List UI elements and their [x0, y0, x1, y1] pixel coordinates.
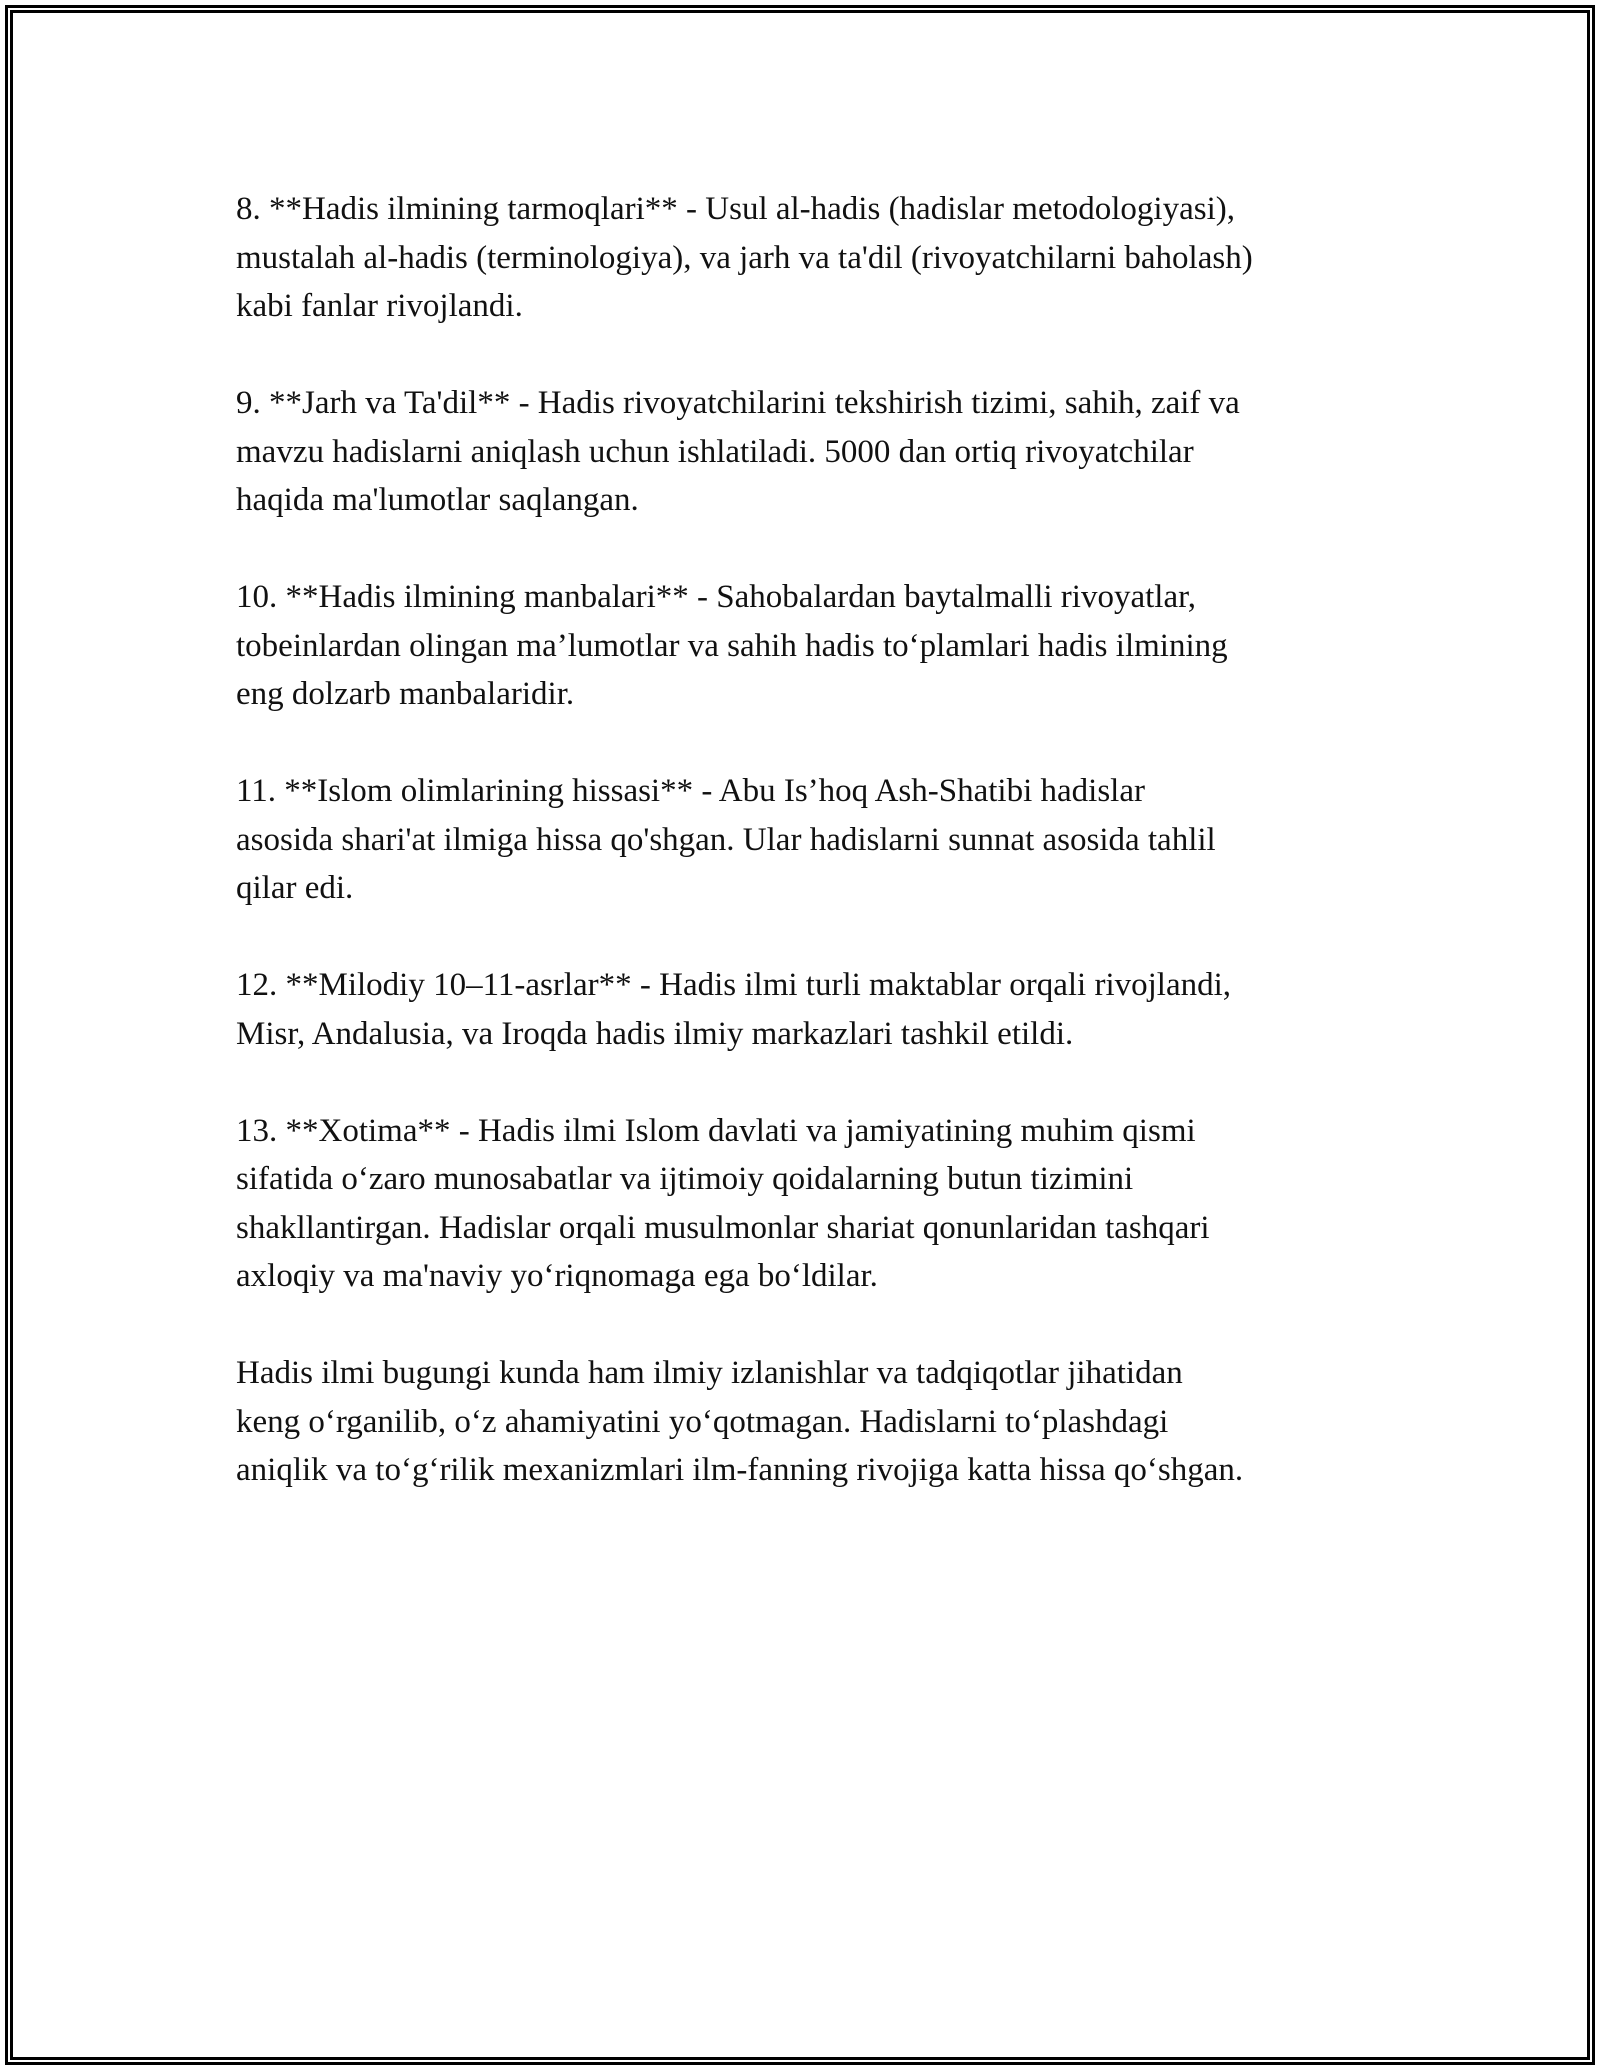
text-line: keng o‘rganilib, o‘z ahamiyatini yo‘qotmagan. Hadislarni to‘plashdagi — [236, 1403, 1169, 1440]
paragraph-10-11-centuries — [236, 961, 1386, 1058]
text-line: aniqlik va to‘g‘rilik mexanizmlari ilm-fanning rivojiga katta hissa qo‘shgan. — [236, 1452, 1244, 1488]
text-line: 9. **Jarh va Ta'dil** - Hadis rivoyatchilarini tekshirish tizimi, sahih, zaif va — [236, 385, 1240, 421]
paragraph-hadis-sources — [236, 573, 1386, 719]
text-line: 12. **Milodiy 10–11-asrlar** - Hadis ilmi turli maktablar orqali rivojlandi, — [236, 967, 1232, 1003]
text-line: haqida ma'lumotlar saqlangan. — [236, 482, 639, 518]
text-line: qilar edi. — [236, 870, 354, 906]
text-line: Hadis ilmi bugungi kunda ham ilmiy izlanishlar va tadqiqotlar jihatidan — [236, 1355, 1183, 1391]
text-line: asosida shari'at ilmiga hissa qo'shgan. Ular hadislarni sunnat asosida tahlil — [236, 821, 1216, 858]
text-line: mavzu hadislarni aniqlash uchun ishlatiladi. 5000 dan ortiq rivoyatchilar — [236, 433, 1194, 470]
paragraph-jarh-tadil — [236, 379, 1386, 525]
text-line: shakllantirgan. Hadislar orqali musulmonlar shariat qonunlaridan tashqari — [236, 1209, 1210, 1246]
text-line: Misr, Andalusia, va Iroqda hadis ilmiy markazlari tashkil etildi. — [236, 1015, 1074, 1052]
document-body — [236, 185, 1386, 1543]
paragraph-closing — [236, 1349, 1386, 1495]
text-line: eng dolzarb manbalaridir. — [236, 676, 575, 712]
text-line: sifatida o‘zaro munosabatlar va ijtimoiy qoidalarning butun tizimini — [236, 1161, 1134, 1197]
text-line: 8. **Hadis ilmining tarmoqlari** - Usul al-hadis (hadislar metodologiyasi), — [236, 191, 1235, 227]
paragraph-hadis-branches — [236, 185, 1386, 331]
text-line: 11. **Islom olimlarining hissasi** - Abu Is’hoq Ash-Shatibi hadislar — [236, 773, 1145, 809]
paragraph-scholars-contribution — [236, 767, 1386, 913]
text-line: 10. **Hadis ilmining manbalari** - Sahobalardan baytalmalli rivoyatlar, — [236, 579, 1197, 615]
text-line: tobeinlardan olingan ma’lumotlar va sahih hadis to‘plamlari hadis ilmining — [236, 627, 1228, 664]
text-line: axloqiy va ma'naviy yo‘riqnomaga ega bo‘ldilar. — [236, 1258, 878, 1294]
text-line: 13. **Xotima** - Hadis ilmi Islom davlati va jamiyatining muhim qismi — [236, 1112, 1196, 1149]
paragraph-conclusion — [236, 1107, 1386, 1301]
text-line: kabi fanlar rivojlandi. — [236, 288, 523, 324]
text-line: mustalah al-hadis (terminologiya), va jarh va ta'dil (rivoyatchilarni baholash) — [236, 239, 1253, 276]
